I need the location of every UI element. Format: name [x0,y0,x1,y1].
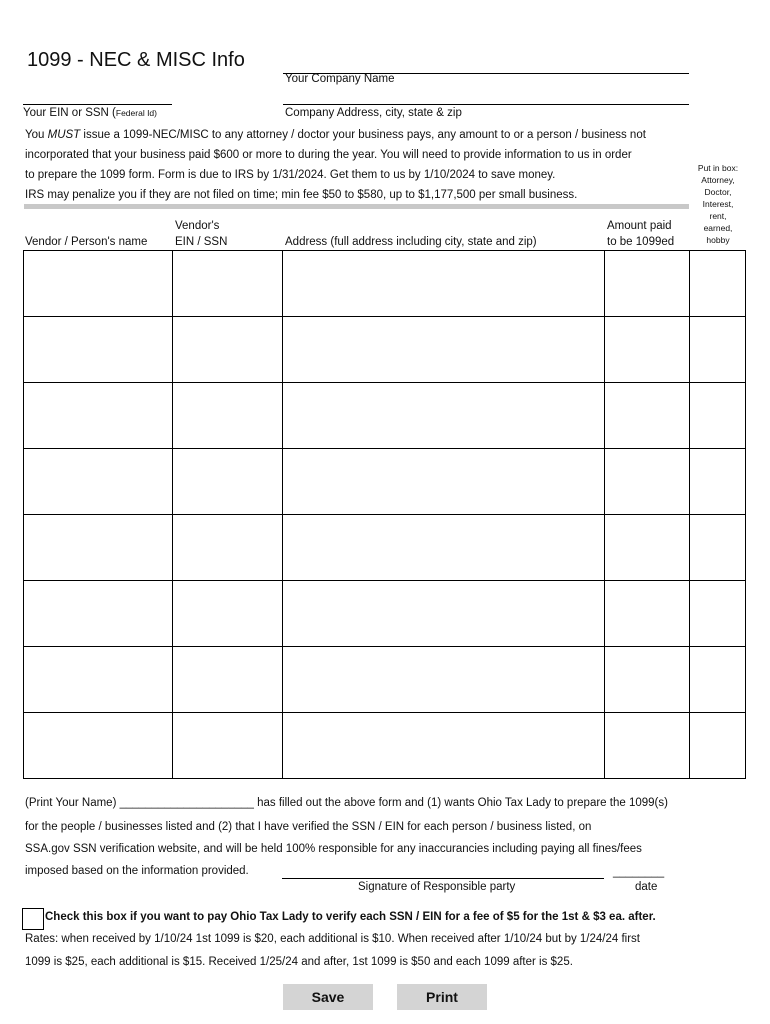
col-header-ein-line2: EIN / SSN [175,236,228,248]
box-note-line: Interest, [702,199,734,209]
date-blank: ________ [613,866,665,878]
amount-paid-cell[interactable] [605,317,690,383]
vendor-ein-cell[interactable] [173,647,283,713]
vendor-name-cell[interactable] [24,449,173,515]
table-row [24,449,746,515]
vendor-ein-cell[interactable] [173,251,283,317]
amount-paid-cell[interactable] [605,713,690,779]
amount-paid-cell[interactable] [605,449,690,515]
box-note-line: rent, [709,211,727,221]
signature-label: Signature of Responsible party [358,881,516,893]
vendor-address-cell[interactable] [283,713,605,779]
vendor-table [23,250,746,779]
vendor-name-cell[interactable] [24,317,173,383]
amount-paid-cell[interactable] [605,581,690,647]
cert-line-1: (Print Your Name) _____________________ has filled out the above form and (1) wants Ohio Tax Lady to prepare the 1099(s) [25,797,668,809]
vendor-ein-cell[interactable] [173,515,283,581]
vendor-address-cell[interactable] [283,515,605,581]
vendor-name-cell[interactable] [24,515,173,581]
box-note-line: Doctor, [704,187,732,197]
section-divider [24,204,689,209]
verify-checkbox[interactable] [22,908,44,930]
vendor-table-body [24,251,746,779]
amount-paid-cell[interactable] [605,647,690,713]
print-button[interactable]: Print [397,984,487,1010]
box-note-line: Attorney, [701,175,735,185]
ein-sublabel: Federal Id) [115,108,157,118]
box-note-line: Put in box: [697,163,739,173]
vendor-address-cell[interactable] [283,647,605,713]
vendor-ein-cell[interactable] [173,383,283,449]
intro-emphasis: MUST [47,129,81,141]
date-label: date [635,881,658,893]
col-header-address: Address (full address including city, state and zip) [285,236,537,248]
box-type-cell[interactable] [690,383,746,449]
amount-paid-cell[interactable] [605,383,690,449]
vendor-address-cell[interactable] [283,581,605,647]
company-address-label: Company Address, city, state & zip [285,107,462,119]
cert-line-4: imposed based on the information provided. [25,865,249,877]
vendor-address-cell[interactable] [283,383,605,449]
vendor-name-cell[interactable] [24,383,173,449]
company-address-underline [283,104,689,105]
vendor-ein-cell[interactable] [173,317,283,383]
rates-line-2: 1099 is $25, each additional is $15. Received 1/25/24 and after, 1st 1099 is $50 and each 1099 after is $25. [25,956,573,968]
box-type-cell[interactable] [690,581,746,647]
vendor-ein-cell[interactable] [173,449,283,515]
box-type-cell[interactable] [690,317,746,383]
vendor-name-cell[interactable] [24,251,173,317]
ein-label [23,107,157,119]
intro-line-3: to prepare the 1099 form. Form is due to IRS by 1/31/2024. Get them to us by 1/10/2024 to save money. [25,169,556,181]
col-header-ein-line1: Vendor's [175,220,220,232]
box-type-note [690,162,746,246]
intro-prefix: You [25,129,48,141]
ein-label-text: Your EIN or SSN ( [23,107,116,119]
box-type-cell[interactable] [690,515,746,581]
intro-line-2: incorporated that your business paid $600 or more to during the year. You will need to provide information to us in order [25,149,632,161]
amount-paid-cell[interactable] [605,515,690,581]
ein-underline [23,104,172,105]
vendor-name-cell[interactable] [24,581,173,647]
rates-line-1: Rates: when received by 1/10/24 1st 1099 is $20, each additional is $10. When received after 1/10/24 but by 1/24/24 first [25,933,640,945]
intro-line-1 [25,125,646,145]
box-type-cell[interactable] [690,449,746,515]
table-row [24,317,746,383]
col-header-ein [175,218,227,250]
col-header-amount [607,218,674,250]
box-type-cell[interactable] [690,713,746,779]
intro-line-4: IRS may penalize you if they are not filed on time; min fee $50 to $580, up to $1,177,500 per small business. [25,189,578,201]
cert-line-3: SSA.gov SSN verification website, and will be held 100% responsible for any inaccurancies including paying all fines/fees [25,843,642,855]
box-type-cell[interactable] [690,647,746,713]
vendor-name-cell[interactable] [24,713,173,779]
company-name-label: Your Company Name [285,73,395,85]
vendor-address-cell[interactable] [283,317,605,383]
form-title: 1099 - NEC & MISC Info [27,49,245,71]
amount-paid-cell[interactable] [605,251,690,317]
intro-rest: issue a 1099-NEC/MISC to any attorney / doctor your business pays, any amount to or a person / business not [80,129,646,141]
col-header-amount-line2: to be 1099ed [607,236,675,248]
table-row [24,647,746,713]
save-button[interactable]: Save [283,984,373,1010]
box-note-line: hobby [706,235,730,245]
col-header-amount-line1: Amount paid [607,220,672,232]
table-row [24,515,746,581]
signature-underline [282,878,604,879]
cert-line-2: for the people / businesses listed and (2) that I have verified the SSN / EIN for each person / business listed, on [25,821,592,833]
verify-checkbox-label: Check this box if you want to pay Ohio Tax Lady to verify each SSN / EIN for a fee of $5 for the 1st & $3 ea. after. [45,911,656,923]
vendor-address-cell[interactable] [283,251,605,317]
box-note-line: earned, [703,223,733,233]
table-row [24,581,746,647]
table-row [24,713,746,779]
vendor-ein-cell[interactable] [173,581,283,647]
vendor-name-cell[interactable] [24,647,173,713]
vendor-ein-cell[interactable] [173,713,283,779]
table-row [24,251,746,317]
box-type-cell[interactable] [690,251,746,317]
vendor-address-cell[interactable] [283,449,605,515]
table-row [24,383,746,449]
col-header-vendor: Vendor / Person's name [25,236,148,248]
